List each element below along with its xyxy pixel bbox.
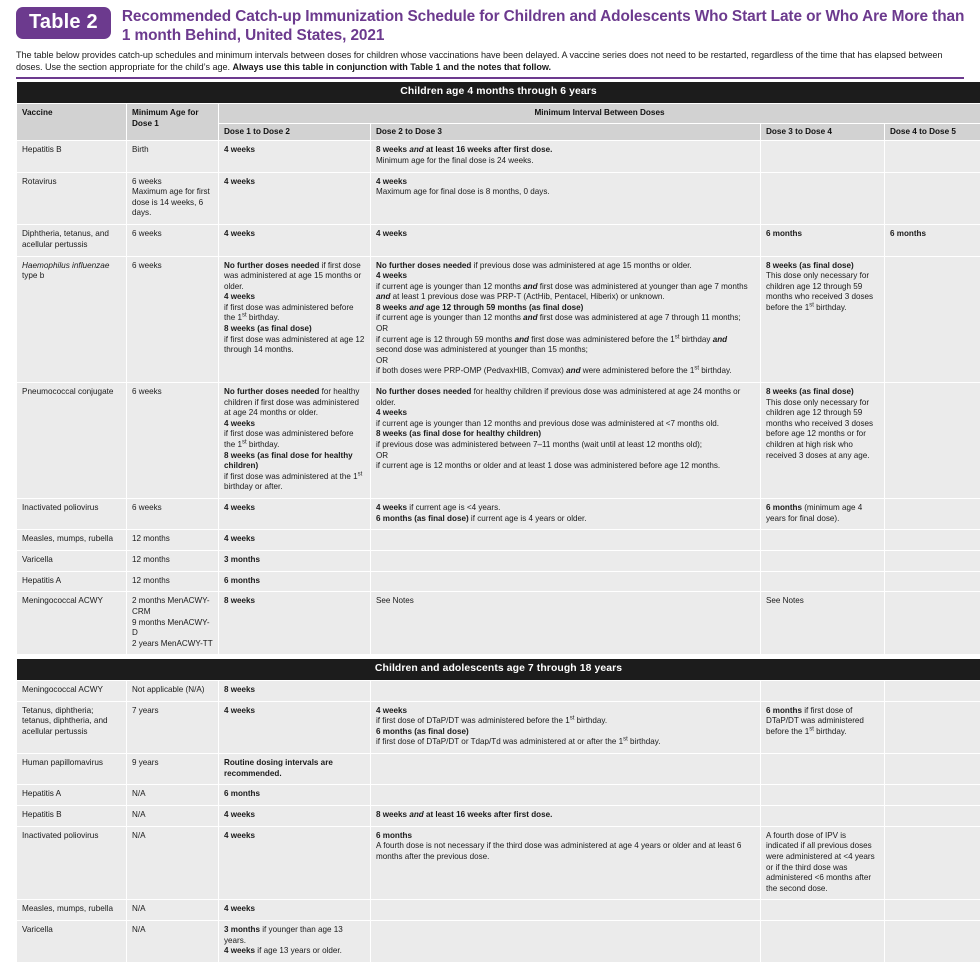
cell-dose1-dose2: 3 months: [219, 550, 371, 571]
cell-vaccine: Varicella: [17, 921, 127, 963]
cell-dose1-dose2: 3 months if younger than age 13 years. 4 weeks if age 13 years or older.: [219, 921, 371, 963]
cell-min-age: 12 months: [127, 530, 219, 551]
cell-dose2-dose3: 8 weeks and at least 16 weeks after first dose. Minimum age for the final dose is 24 weeks.: [371, 141, 761, 172]
cell-min-age: N/A: [127, 806, 219, 827]
cell-min-age: N/A: [127, 826, 219, 900]
table-number-badge: Table 2: [16, 7, 111, 39]
cell-dose2-dose3: [371, 754, 761, 785]
cell-dose2-dose3: No further doses needed for healthy children if previous dose was administered at age 24 months or older. 4 weeks if current age is younger than 12 months and previous dose was administered at <7 months old. 8 weeks (as final dose for healthy children) if previous dose was administered between 7–11 months (wait until at least 12 months old); OR if current age is 12 months or older and at least 1 dose was administered before age 12 months.: [371, 383, 761, 499]
cell-vaccine: Meningococcal ACWY: [17, 592, 127, 655]
cell-min-age: 7 years: [127, 701, 219, 753]
cell-dose4-dose5: [885, 571, 980, 592]
cell-dose1-dose2: 8 weeks: [219, 592, 371, 655]
cell-min-age: 6 weeks: [127, 225, 219, 256]
cell-vaccine: Human papillomavirus: [17, 754, 127, 785]
col-header-dose4-dose5: Dose 4 to Dose 5: [885, 123, 980, 141]
table-row: [17, 592, 980, 655]
intro-paragraph: [16, 49, 964, 73]
col-header-min-age: Minimum Age for Dose 1: [127, 104, 219, 141]
cell-dose3-dose4: [761, 530, 885, 551]
cell-dose2-dose3: [371, 550, 761, 571]
cell-dose1-dose2: 4 weeks: [219, 225, 371, 256]
cell-dose4-dose5: [885, 754, 980, 785]
cell-dose2-dose3: 4 weeks: [371, 225, 761, 256]
cell-vaccine: Hepatitis A: [17, 571, 127, 592]
col-header-dose3-dose4: Dose 3 to Dose 4: [761, 123, 885, 141]
intro-emphasis: Always use this table in conjunction with Table 1 and the notes that follow.: [232, 62, 551, 72]
table-row: [17, 383, 980, 499]
cell-dose3-dose4: [761, 900, 885, 921]
cell-dose4-dose5: [885, 701, 980, 753]
cell-dose1-dose2: 4 weeks: [219, 498, 371, 529]
cell-dose1-dose2: 4 weeks: [219, 826, 371, 900]
cell-dose4-dose5: [885, 900, 980, 921]
cell-vaccine: Measles, mumps, rubella: [17, 530, 127, 551]
table-row: [17, 256, 980, 383]
cell-dose2-dose3: [371, 680, 761, 701]
cell-dose4-dose5: [885, 921, 980, 963]
cell-dose4-dose5: [885, 498, 980, 529]
col-header-dose1-dose2: Dose 1 to Dose 2: [219, 123, 371, 141]
catchup-schedule-table: [16, 82, 980, 962]
cell-dose3-dose4: 6 months (minimum age 4 years for final dose).: [761, 498, 885, 529]
cell-min-age: 6 weeks Maximum age for first dose is 14 weeks, 6 days.: [127, 172, 219, 224]
col-header-interval-group: Minimum Interval Between Doses: [219, 104, 980, 124]
cell-vaccine: Measles, mumps, rubella: [17, 900, 127, 921]
accent-rule: [16, 77, 964, 79]
cell-dose1-dose2: 6 months: [219, 785, 371, 806]
table-row: [17, 826, 980, 900]
cell-dose3-dose4: See Notes: [761, 592, 885, 655]
cell-dose2-dose3: No further doses needed if previous dose was administered at age 15 months or older. 4 weeks if current age is younger than 12 months and first dose was administered at younger than age 7 months and at least 1 previous dose was PRP-T (ActHib, Pentacel, Hiberix) or unknown. 8 weeks and age 12 through 59 months (as final dose) if current age is younger than 12 months and first dose was administered at age 7 through 11 months; OR if current age is 12 through 59 months and first dose was administered before the 1st birthday and second dose was administered at younger than 15 months; OR if both doses were PRP-OMP (PedvaxHIB, Comvax) and were administered before the 1st birthday.: [371, 256, 761, 383]
column-header-row-top: [17, 104, 980, 124]
cell-vaccine: Hepatitis A: [17, 785, 127, 806]
section-heading-row: [17, 659, 980, 680]
cell-dose1-dose2: No further doses needed for healthy children if first dose was administered at age 24 months or older. 4 weeks if first dose was administered before the 1st birthday. 8 weeks (as final dose for healthy children) if first dose was administered at the 1st birthday or after.: [219, 383, 371, 499]
table-row: [17, 806, 980, 827]
section-heading: Children and adolescents age 7 through 18 years: [17, 659, 980, 680]
cell-min-age: 6 weeks: [127, 383, 219, 499]
cell-dose1-dose2: 4 weeks: [219, 806, 371, 827]
cell-dose3-dose4: 8 weeks (as final dose) This dose only necessary for children age 12 through 59 months who received 3 doses before the 1st birthday.: [761, 256, 885, 383]
cell-dose2-dose3: 4 weeks if first dose of DTaP/DT was administered before the 1st birthday. 6 months (as final dose) if first dose of DTaP/DT or Tdap/Td was administered at or after the 1st birthday.: [371, 701, 761, 753]
cell-vaccine: Varicella: [17, 550, 127, 571]
table-row: [17, 680, 980, 701]
cell-dose1-dose2: 4 weeks: [219, 701, 371, 753]
page-title: Recommended Catch-up Immunization Schedule for Children and Adolescents Who Start Late or Who Are More than 1 month Behind, United States, 2021: [122, 7, 972, 45]
cell-dose4-dose5: [885, 256, 980, 383]
cell-dose3-dose4: [761, 141, 885, 172]
cell-dose3-dose4: A fourth dose of IPV is indicated if all previous doses were administered at <4 years or if the third dose was administered <6 months after the second dose.: [761, 826, 885, 900]
table-row: [17, 498, 980, 529]
cell-dose1-dose2: Routine dosing intervals are recommended.: [219, 754, 371, 785]
cell-min-age: 12 months: [127, 550, 219, 571]
table-row: [17, 172, 980, 224]
cell-vaccine: Rotavirus: [17, 172, 127, 224]
cell-min-age: 6 weeks: [127, 256, 219, 383]
cell-min-age: 6 weeks: [127, 498, 219, 529]
cell-vaccine: Inactivated poliovirus: [17, 498, 127, 529]
cell-min-age: N/A: [127, 900, 219, 921]
cell-dose2-dose3: [371, 530, 761, 551]
cell-dose2-dose3: 4 weeks if current age is <4 years. 6 months (as final dose) if current age is 4 years or older.: [371, 498, 761, 529]
table-row: [17, 701, 980, 753]
table-row: [17, 571, 980, 592]
cell-vaccine: Hepatitis B: [17, 141, 127, 172]
cell-min-age: 12 months: [127, 571, 219, 592]
cell-min-age: Not applicable (N/A): [127, 680, 219, 701]
cell-dose1-dose2: 4 weeks: [219, 530, 371, 551]
cell-min-age: 2 months MenACWY-CRM 9 months MenACWY-D 2 years MenACWY-TT: [127, 592, 219, 655]
cell-dose4-dose5: [885, 806, 980, 827]
cell-dose3-dose4: 6 months: [761, 225, 885, 256]
table-row: [17, 530, 980, 551]
cell-dose2-dose3: [371, 785, 761, 806]
cell-dose3-dose4: [761, 550, 885, 571]
table-row: [17, 141, 980, 172]
masthead: [8, 0, 972, 45]
cell-min-age: 9 years: [127, 754, 219, 785]
cell-dose3-dose4: [761, 806, 885, 827]
section-heading-row: [17, 82, 980, 103]
section-heading: Children age 4 months through 6 years: [17, 82, 980, 103]
table-row: [17, 785, 980, 806]
cell-vaccine: Inactivated poliovirus: [17, 826, 127, 900]
cell-vaccine: Diphtheria, tetanus, and acellular pertussis: [17, 225, 127, 256]
cell-min-age: N/A: [127, 921, 219, 963]
table-row: [17, 921, 980, 963]
table-row: [17, 550, 980, 571]
cell-dose4-dose5: 6 months: [885, 225, 980, 256]
cell-dose1-dose2: 4 weeks: [219, 172, 371, 224]
cell-vaccine: Tetanus, diphtheria; tetanus, diphtheria, and acellular pertussis: [17, 701, 127, 753]
cell-dose2-dose3: 6 months A fourth dose is not necessary if the third dose was administered at age 4 years or older and at least 6 months after the previous dose.: [371, 826, 761, 900]
intro-text: The table below provides catch-up schedules and minimum intervals between doses for children whose vaccinations have been delayed. A vaccine series does not need to be restarted, regardless of the time that has elapsed between doses. Use the section appropriate for the child’s age.: [16, 50, 942, 72]
cell-dose3-dose4: [761, 172, 885, 224]
cell-dose2-dose3: 8 weeks and at least 16 weeks after first dose.: [371, 806, 761, 827]
cell-dose3-dose4: [761, 785, 885, 806]
col-header-dose2-dose3: Dose 2 to Dose 3: [371, 123, 761, 141]
cell-dose3-dose4: [761, 571, 885, 592]
table-row: [17, 225, 980, 256]
cell-vaccine: Hepatitis B: [17, 806, 127, 827]
cell-vaccine: Haemophilus influenzae type b: [17, 256, 127, 383]
cell-dose4-dose5: [885, 530, 980, 551]
cell-dose3-dose4: [761, 680, 885, 701]
cell-dose3-dose4: [761, 921, 885, 963]
cell-dose4-dose5: [885, 592, 980, 655]
cell-dose4-dose5: [885, 141, 980, 172]
cell-dose4-dose5: [885, 826, 980, 900]
cell-dose1-dose2: 6 months: [219, 571, 371, 592]
cell-dose2-dose3: [371, 921, 761, 963]
cell-min-age: N/A: [127, 785, 219, 806]
cell-dose4-dose5: [885, 383, 980, 499]
cell-dose3-dose4: 6 months if first dose of DTaP/DT was administered before the 1st birthday.: [761, 701, 885, 753]
col-header-vaccine: Vaccine: [17, 104, 127, 141]
cell-dose3-dose4: 8 weeks (as final dose) This dose only necessary for children age 12 through 59 months who received 3 doses before age 12 months or for children at high risk who received 3 doses at any age.: [761, 383, 885, 499]
cell-dose3-dose4: [761, 754, 885, 785]
cell-dose4-dose5: [885, 172, 980, 224]
cell-dose1-dose2: 8 weeks: [219, 680, 371, 701]
table-row: [17, 754, 980, 785]
cell-vaccine: Meningococcal ACWY: [17, 680, 127, 701]
table-row: [17, 900, 980, 921]
cell-dose2-dose3: See Notes: [371, 592, 761, 655]
cell-dose2-dose3: [371, 900, 761, 921]
cell-dose4-dose5: [885, 785, 980, 806]
cell-vaccine: Pneumococcal conjugate: [17, 383, 127, 499]
cell-dose1-dose2: No further doses needed if first dose was administered at age 15 months or older. 4 weeks if first dose was administered before the 1st birthday. 8 weeks (as final dose) if first dose was administered at age 12 through 14 months.: [219, 256, 371, 383]
cell-dose1-dose2: 4 weeks: [219, 141, 371, 172]
cell-dose2-dose3: 4 weeks Maximum age for final dose is 8 months, 0 days.: [371, 172, 761, 224]
cell-dose2-dose3: [371, 571, 761, 592]
cell-min-age: Birth: [127, 141, 219, 172]
cell-dose4-dose5: [885, 550, 980, 571]
cell-dose1-dose2: 4 weeks: [219, 900, 371, 921]
cell-dose4-dose5: [885, 680, 980, 701]
